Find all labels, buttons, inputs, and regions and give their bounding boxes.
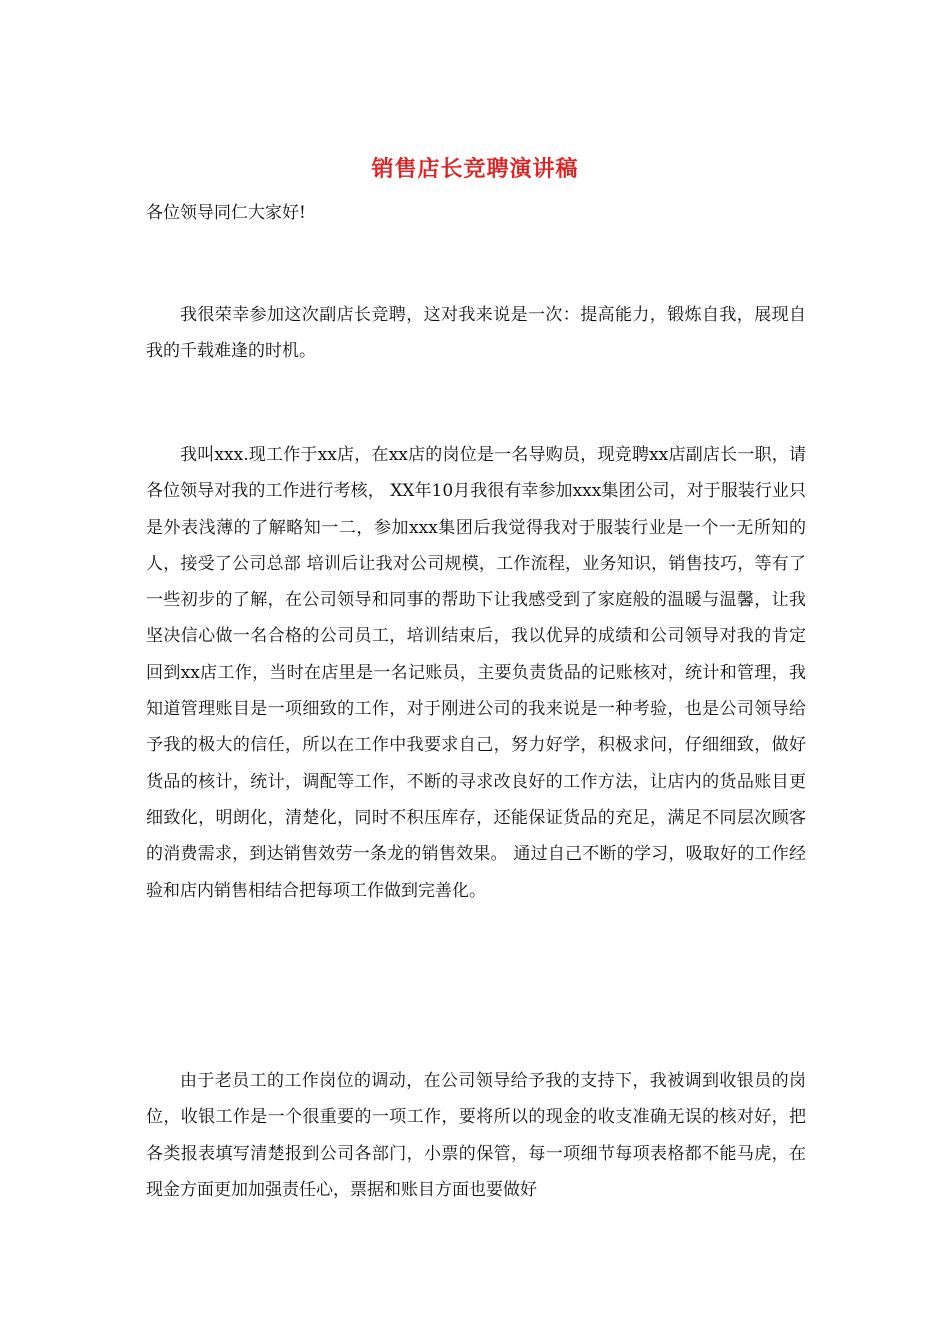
paragraph-intro: 我很荣幸参加这次副店长竞聘，这对我来说是一次：提高能力，锻炼自我，展现自我的千载难逢的时机。: [146, 305, 806, 362]
greeting-line: 各位领导同仁大家好!: [146, 203, 306, 223]
paragraph-experience: 我叫xxx.现工作于xx店，在xx店的岗位是一名导购员，现竞聘xx店副店长一职，请各位领导对我的工作进行考核， XX年10月我很有幸参加xxx集团公司，对于服装行业只是外表浅薄的了解略知一二，参加xxx集团后我觉得我对于服装行业是一个一无所知的人，接受了公司总部 培训后让我对公司规模，工作流程，业务知识，销售技巧，等有了一些初步的了解，在公司领导和同事的帮助下让我感受到了家庭般的温暖与温馨，让我坚决信心做一名合格的公司员工，培训结束后，我以优异的成绩和公司领导对我的肯定回到xx店工作，当时在店里是一名记账员，主要负责货品的记账核对，统计和管理，我知道管理账目是一项细致的工作，对于刚进公司的我来说是一种考验，也是公司领导给予我的极大的信任，所以在工作中我要求自己，努力好学，积极求问，仔细细致，做好货品的核计，统计，调配等工作，不断的寻求改良好的工作方法，让店内的货品账目更细致化，明朗化，清楚化，同时不积压库存，还能保证货品的充足，满足不同层次顾客的消费需求，到达销售效劳一条龙的销售效果。 通过自己不断的学习，吸取好的工作经验和店内销售相结合把每项工作做到完善化。: [146, 445, 806, 901]
paragraph-cashier: 由于老员工的工作岗位的调动，在公司领导给予我的支持下，我被调到收银员的岗位，收银工作是一个很重要的一项工作，要将所以的现金的收支准确无误的核对好，把各类报表填写清楚报到公司各部门，小票的保管，每一项细节每项表格都不能马虎，在现金方面更加加强责任心，票据和账目方面也要做好: [146, 1071, 806, 1200]
document-title: 销售店长竞聘演讲稿: [371, 156, 579, 182]
